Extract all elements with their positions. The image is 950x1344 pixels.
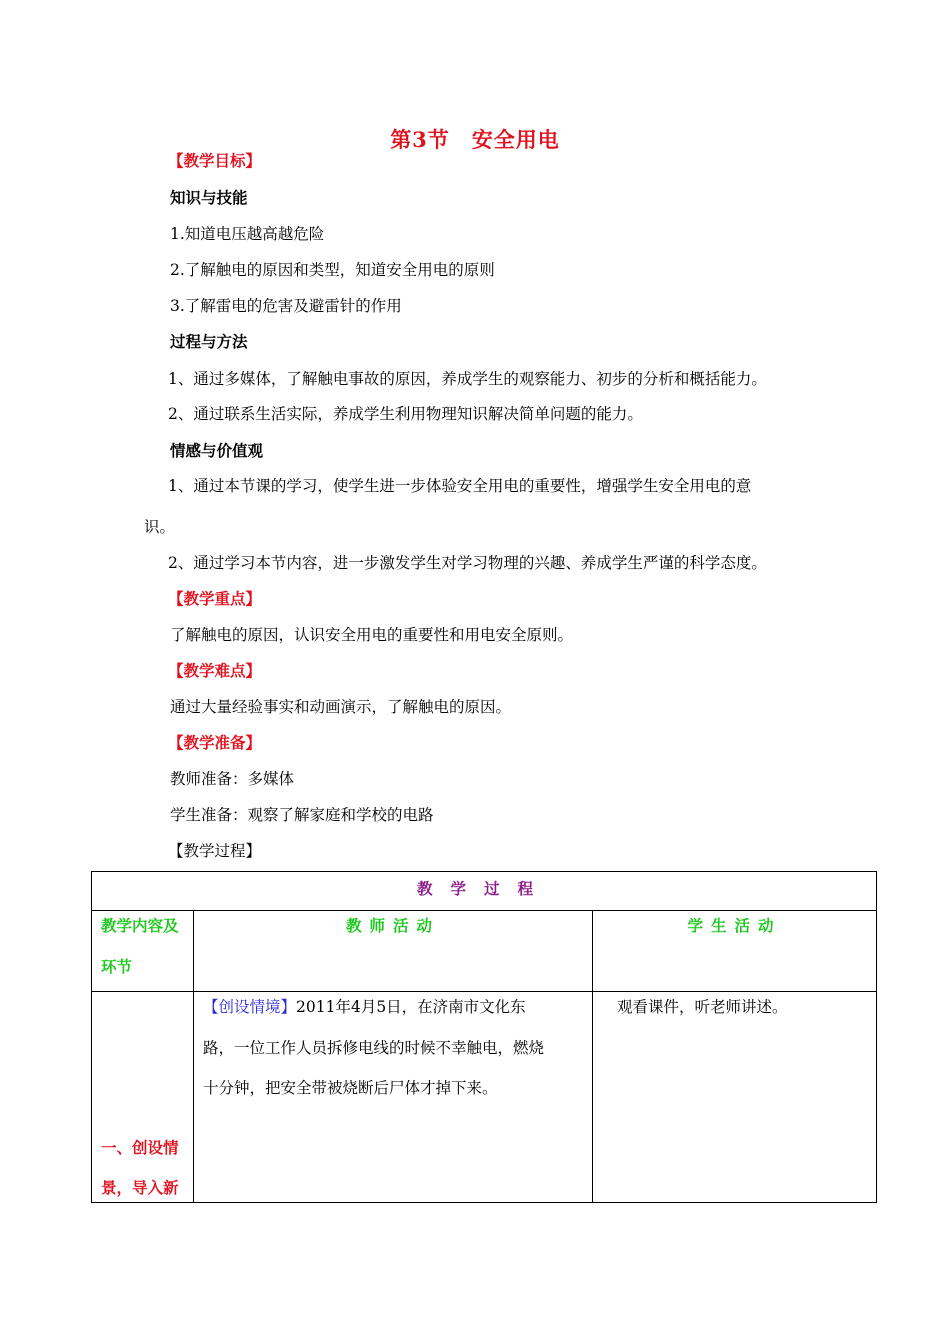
teaching-process-table bbox=[91, 871, 877, 1203]
table-rule bbox=[91, 910, 877, 911]
column-heading-stage-continuation: 环节 bbox=[101, 957, 133, 976]
emotion-item: 2、通过学习本节内容，进一步激发学生对学习物理的兴趣、养成学生严谨的科学态度。 bbox=[168, 554, 767, 572]
page-title: 第3节 安全用电 bbox=[390, 127, 560, 152]
column-heading-stage: 教学内容及 bbox=[101, 916, 179, 935]
table-rule bbox=[91, 871, 92, 1203]
column-heading-teacher: 教师活动 bbox=[345, 916, 440, 935]
table-rule bbox=[193, 910, 194, 1203]
stage-label: 一、创设情 bbox=[101, 1138, 179, 1157]
process-item: 2、通过联系生活实际，养成学生利用物理知识解决简单问题的能力。 bbox=[168, 405, 643, 423]
emotion-item-continuation: 识。 bbox=[144, 518, 176, 536]
knowledge-heading: 知识与技能 bbox=[170, 188, 248, 207]
table-rule bbox=[91, 871, 877, 872]
table-rule bbox=[91, 991, 877, 992]
table-rule bbox=[876, 871, 877, 1203]
process-item: 1、通过多媒体，了解触电事故的原因，养成学生的观察能力、初步的分析和概括能力。 bbox=[168, 370, 767, 388]
emotion-heading: 情感与价值观 bbox=[170, 441, 264, 460]
knowledge-item: 2.了解触电的原因和类型，知道安全用电的原则 bbox=[170, 261, 495, 279]
key-heading: 【教学重点】 bbox=[168, 589, 262, 608]
teacher-activity-line: 十分钟，把安全带被烧断后尸体才掉下来。 bbox=[203, 1079, 498, 1097]
process-table-heading: 【教学过程】 bbox=[168, 842, 262, 860]
knowledge-item: 1.知道电压越高越危险 bbox=[170, 225, 325, 243]
table-header: 教学过程 bbox=[416, 879, 551, 898]
stage-label-continuation: 景，导入新 bbox=[101, 1178, 179, 1197]
process-heading: 过程与方法 bbox=[170, 332, 248, 351]
prep-heading: 【教学准备】 bbox=[168, 733, 262, 752]
key-text: 了解触电的原因，认识安全用电的重要性和用电安全原则。 bbox=[170, 626, 574, 644]
prep-student: 学生准备：观察了解家庭和学校的电路 bbox=[170, 806, 434, 824]
difficulty-text: 通过大量经验事实和动画演示，了解触电的原因。 bbox=[170, 698, 512, 716]
goals-heading: 【教学目标】 bbox=[168, 151, 262, 170]
column-heading-student: 学生活动 bbox=[687, 916, 782, 935]
teacher-activity-line: 路，一位工作人员拆修电线的时候不幸触电，燃烧 bbox=[203, 1039, 545, 1057]
difficulty-heading: 【教学难点】 bbox=[168, 661, 262, 680]
scenario-tag: 【创设情境】 bbox=[203, 998, 297, 1016]
table-rule bbox=[91, 1202, 877, 1203]
prep-teacher: 教师准备：多媒体 bbox=[170, 770, 295, 788]
student-activity: 观看课件，听老师讲述。 bbox=[617, 998, 788, 1016]
teacher-activity-line: 【创设情境】2011年4月5日，在济南市文化东 bbox=[203, 998, 526, 1016]
table-rule bbox=[592, 910, 593, 1203]
knowledge-item: 3.了解雷电的危害及避雷针的作用 bbox=[170, 297, 402, 315]
emotion-item: 1、通过本节课的学习，使学生进一步体验安全用电的重要性，增强学生安全用电的意 bbox=[168, 477, 752, 495]
